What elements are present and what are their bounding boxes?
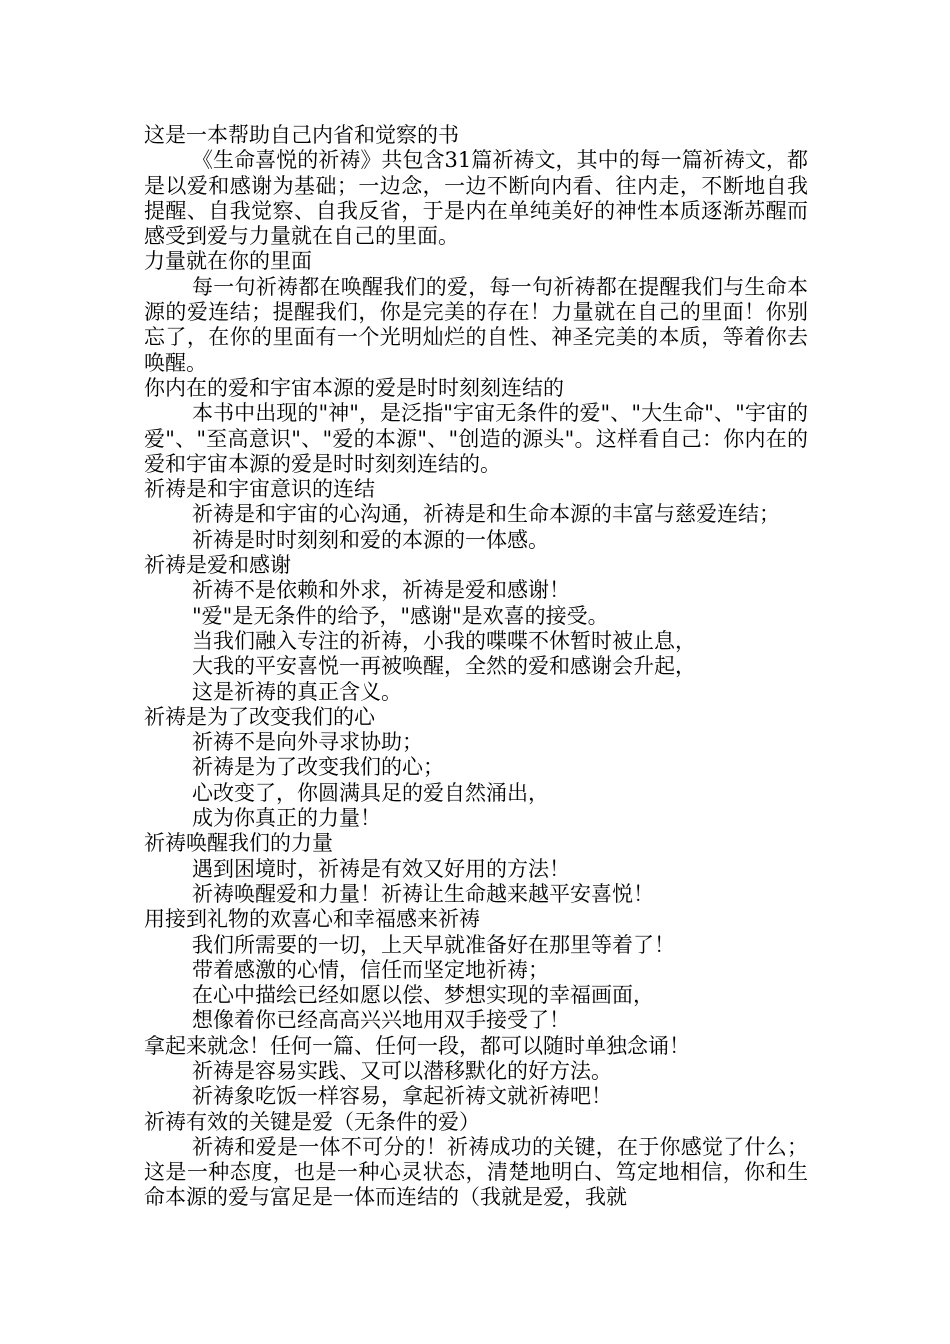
section-introduction (144, 123, 808, 249)
section-heading: 用接到礼物的欢喜心和幸福感来祈祷 (144, 907, 480, 932)
body-paragraph: 祈祷和爱是一体不可分的！祈祷成功的关键，在于你感觉了什么；这是一种态度，也是一种心灵状态，清楚地明白、笃定地相信，你和生命本源的爱与富足是一体而连结的（我就是爱，我就 (144, 1134, 808, 1210)
section-read-anytime (144, 1034, 808, 1110)
section-heading: 力量就在你的里面 (144, 249, 312, 274)
body-line: 在心中描绘已经如愿以偿、梦想实现的幸福画面， (192, 983, 654, 1008)
section-heading: 祈祷是和宇宙意识的连结 (144, 477, 375, 502)
body-paragraph: 本书中出现的"神"，是泛指"宇宙无条件的爱"、"大生命"、"宇宙的爱"、"至高意识"、"爱的本源"、"创造的源头"。这样看自己：你内在的爱和宇宙本源的爱是时时刻刻连结的。 (144, 401, 808, 476)
section-awaken-power (144, 831, 808, 907)
body-line: 祈祷唤醒爱和力量！祈祷让生命越来越平安喜悦！ (192, 881, 654, 906)
body-paragraph: 祈祷是和宇宙的心沟通，祈祷是和生命本源的丰富与慈爱连结； (192, 502, 780, 527)
section-inner-love-connection (144, 376, 808, 477)
body-line: 祈祷是容易实践、又可以潜移默化的好方法。 (192, 1058, 612, 1083)
body-line: 想像着你已经高高兴兴地用双手接受了！ (192, 1008, 570, 1033)
section-gift-joy (144, 907, 808, 1033)
body-paragraph: 祈祷是时时刻刻和爱的本源的一体感。 (192, 527, 549, 552)
section-power-within (144, 249, 808, 375)
body-line: 成为你真正的力量！ (192, 806, 381, 831)
section-heading: 祈祷是爱和感谢 (144, 553, 291, 578)
body-line: 大我的平安喜悦一再被唤醒，全然的爱和感谢会升起， (192, 654, 696, 679)
section-heading: 祈祷是为了改变我们的心 (144, 704, 375, 729)
section-change-our-heart (144, 705, 808, 831)
section-heading: 这是一本帮助自己内省和觉察的书 (144, 123, 459, 147)
body-line: 心改变了，你圆满具足的爱自然涌出， (192, 780, 549, 805)
body-line: 带着感激的心情，信任而坚定地祈祷； (192, 957, 549, 982)
body-line: 我们所需要的一切，上天早就准备好在那里等着了！ (192, 932, 675, 957)
body-line: 祈祷不是依赖和外求，祈祷是爱和感谢！ (192, 578, 570, 603)
section-heading: 祈祷唤醒我们的力量 (144, 831, 333, 856)
body-line: 祈祷是为了改变我们的心； (192, 755, 444, 780)
section-love-and-gratitude (144, 553, 808, 705)
body-paragraph: 每一句祈祷都在唤醒我们的爱，每一句祈祷都在提醒我们与生命本源的爱连结；提醒我们，你是完美的存在！力量就在自己的里面！你别忘了，在你的里面有一个光明灿烂的自性、神圣完美的本质，等着你去唤醒。 (144, 274, 808, 375)
body-line: 当我们融入专注的祈祷，小我的喋喋不休暂时被止息， (192, 628, 696, 653)
section-heading: 拿起来就念！任何一篇、任何一段，都可以随时单独念诵！ (144, 1033, 690, 1058)
body-line: 这是祈祷的真正含义。 (192, 679, 402, 704)
section-heading: 祈祷有效的关键是爱（无条件的爱） (144, 1109, 480, 1134)
body-line: 祈祷象吃饭一样容易，拿起祈祷文就祈祷吧！ (192, 1084, 612, 1109)
body-line: "爱"是无条件的给予，"感谢"是欢喜的接受。 (192, 603, 609, 628)
section-cosmic-consciousness (144, 477, 808, 553)
section-heading: 你内在的爱和宇宙本源的爱是时时刻刻连结的 (144, 375, 564, 400)
body-paragraph: 《生命喜悦的祈祷》共包含31篇祈祷文，其中的每一篇祈祷文，都是以爱和感谢为基础；一边念，一边不断向内看、往内走，不断地自我提醒、自我觉察、自我反省，于是内在单纯美好的神性本质逐渐苏醒而感受到爱与力量就在自己的里面。 (144, 148, 808, 249)
body-line: 遇到困境时，祈祷是有效又好用的方法！ (192, 856, 570, 881)
body-line: 祈祷不是向外寻求协助； (192, 730, 423, 755)
document-page (144, 123, 808, 1211)
section-key-is-love (144, 1110, 808, 1211)
